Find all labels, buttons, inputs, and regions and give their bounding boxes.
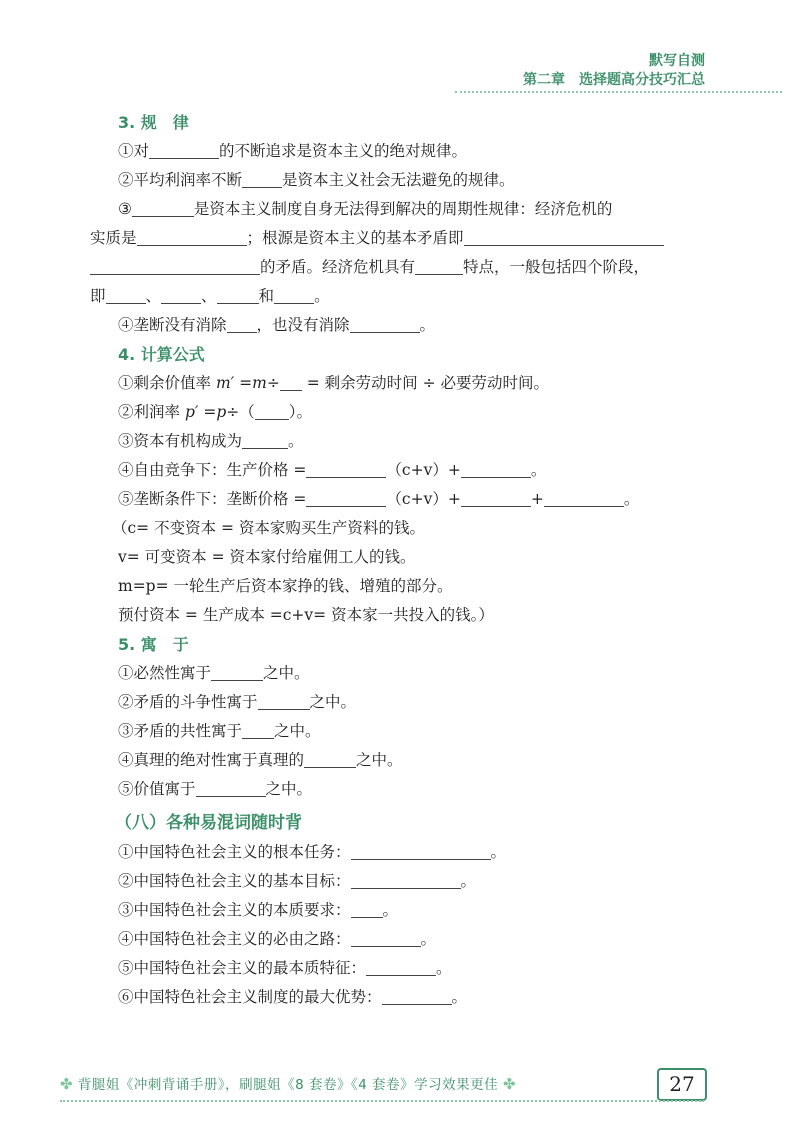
list-item (90, 775, 720, 804)
header-divider (455, 91, 782, 93)
text: ③矛盾的共性寓于 (118, 722, 243, 740)
text: ④中国特色社会主义的必由之路： (118, 930, 351, 948)
formula-line (90, 485, 720, 514)
footer-divider (60, 1100, 704, 1102)
text: ①中国特色社会主义的根本任务： (118, 843, 351, 861)
blank (255, 401, 289, 420)
text: 。 (460, 872, 477, 890)
text: ③中国特色社会主义的本质要求： (118, 901, 351, 919)
text: 的不断追求是资本主义的绝对规律。 (219, 142, 468, 160)
note-line: 预付资本 = 生产成本 =c+v= 资本家一共投入的钱。） (118, 606, 494, 624)
text: ②中国特色社会主义的基本目标： (118, 872, 351, 890)
text: 。 (419, 316, 436, 334)
text: = (203, 403, 217, 421)
header-chapter (523, 71, 705, 90)
text: = 剩余劳动时间 ÷ 必要劳动时间。 (306, 374, 550, 392)
blank (149, 140, 219, 159)
text: （c+v）+ (386, 490, 461, 508)
formula-var: p (216, 403, 227, 421)
text: 。 (436, 959, 452, 977)
page-header (523, 52, 705, 90)
list-item (90, 717, 720, 746)
text: 。 (451, 988, 468, 1006)
text: 之中。 (263, 664, 310, 682)
page-footer (60, 1073, 516, 1093)
text: ⑤垄断条件下：垄断价格 = (118, 490, 307, 508)
text: 即 (90, 287, 106, 305)
text: 之中。 (265, 780, 313, 798)
text: ⑥中国特色社会主义制度的最大优势： (118, 988, 382, 1006)
list-item (90, 925, 720, 954)
text: = (239, 374, 253, 392)
blank (461, 488, 531, 507)
blank (306, 459, 386, 478)
text: 、 (145, 287, 162, 305)
text-line (90, 282, 720, 311)
blank (227, 314, 257, 333)
text: 是资本主义制度自身无法得到解决的周期性规律：经济危机的 (193, 200, 613, 218)
text: ③ (118, 200, 132, 218)
text: 特点，一般包括四个阶段， (463, 258, 650, 276)
text: ②利润率 (118, 403, 181, 421)
blank (132, 198, 194, 217)
blank (90, 256, 260, 275)
section-title: 3. 规 律 (118, 113, 189, 132)
text: 之中。 (309, 693, 357, 711)
text: ⑤价值寓于 (118, 780, 196, 798)
clover-icon: ✤ (502, 1075, 517, 1093)
formula-line (90, 427, 720, 456)
text: 。 (530, 461, 547, 479)
page-content (90, 108, 720, 1012)
blank (242, 169, 282, 188)
blank (304, 749, 356, 768)
text-line (90, 224, 720, 253)
text: 。 (382, 901, 399, 919)
list-item (90, 896, 720, 925)
blank (461, 459, 531, 478)
text: ②平均利润率不断 (118, 171, 243, 189)
list-item (90, 954, 720, 983)
text: ①必然性寓于 (118, 664, 212, 682)
blank (258, 691, 310, 710)
formula-var: m (252, 374, 267, 392)
text-line (90, 137, 720, 166)
text: 的矛盾。经济危机具有 (260, 258, 416, 276)
text: ④真理的绝对性寓于真理的 (118, 751, 305, 769)
section-title: 5. 寓 于 (118, 635, 189, 654)
text-line (90, 195, 720, 224)
note-line: v= 可变资本 = 资本家付给雇佣工人的钱。 (118, 548, 416, 566)
blank (137, 227, 247, 246)
section-title: 4. 计算公式 (118, 345, 205, 364)
blank (366, 957, 436, 976)
formula-line (90, 398, 720, 427)
text: 之中。 (356, 751, 403, 769)
blank (306, 488, 386, 507)
blank (217, 285, 259, 304)
list-item (90, 983, 720, 1012)
blank (242, 430, 288, 449)
footer-text: 背腿姐《冲刺背诵手册》，刷腿姐《8 套卷》《4 套卷》学习效果更佳 (77, 1077, 499, 1093)
text: ①对 (118, 142, 150, 160)
header-subtitle: 默写自测 (649, 53, 705, 69)
blank (350, 314, 420, 333)
blank (382, 986, 452, 1005)
list-item (90, 867, 720, 896)
text: 。 (490, 843, 507, 861)
formula-line (90, 456, 720, 485)
text: 是资本主义社会无法避免的规律。 (282, 171, 515, 189)
blank (351, 899, 383, 918)
text: ；根源是资本主义的基本矛盾即 (246, 229, 464, 247)
text-line (90, 253, 720, 282)
text: ÷ (266, 374, 280, 392)
text-line (90, 166, 720, 195)
text: 。 (314, 287, 330, 305)
text: ÷（ (226, 403, 255, 421)
text: + (530, 490, 544, 508)
list-item (90, 838, 720, 867)
text-line (90, 311, 720, 340)
note-line: （c= 不变资本 = 资本家购买生产资料的钱。 (112, 519, 425, 537)
text: ⑤中国特色社会主义的最本质特征： (118, 959, 367, 977)
text: ，也没有消除 (256, 316, 350, 334)
blank (106, 285, 146, 304)
list-item (90, 746, 720, 775)
formula-line (90, 369, 720, 398)
blank (351, 841, 491, 860)
blank (161, 285, 201, 304)
chapter-label: 第二章 (523, 72, 565, 88)
clover-icon: ✤ (60, 1075, 74, 1093)
blank (196, 778, 266, 797)
text: 。 (288, 432, 304, 450)
blank (544, 488, 624, 507)
blank (274, 285, 314, 304)
formula-var: m′ (215, 374, 235, 392)
blank (351, 870, 461, 889)
text: 和 (258, 287, 275, 305)
section-heading: （八）各种易混词随时背 (115, 813, 302, 833)
blank (280, 372, 302, 391)
blank (415, 256, 463, 275)
text: 。 (420, 930, 437, 948)
text: 。 (623, 490, 640, 508)
blank (211, 662, 263, 681)
text: 实质是 (90, 229, 137, 247)
list-item (90, 688, 720, 717)
list-item (90, 659, 720, 688)
text: ③资本有机构成为 (118, 432, 243, 450)
text: ④垄断没有消除 (118, 316, 227, 334)
text: ①剩余价值率 (118, 374, 212, 392)
text: 之中。 (274, 722, 321, 740)
text: 、 (201, 287, 217, 305)
blank (464, 227, 664, 246)
formula-var: p′ (184, 403, 199, 421)
text: ②矛盾的斗争性寓于 (118, 693, 258, 711)
text: ④自由竞争下：生产价格 = (118, 461, 307, 479)
blank (242, 720, 274, 739)
note-line: m=p= 一轮生产后资本家挣的钱、增殖的部分。 (118, 577, 453, 595)
blank (351, 928, 421, 947)
chapter-title: 选择题高分技巧汇总 (579, 72, 705, 88)
text: ）。 (288, 403, 313, 421)
page-number: 27 (657, 1068, 707, 1101)
text: （c+v）+ (386, 461, 461, 479)
